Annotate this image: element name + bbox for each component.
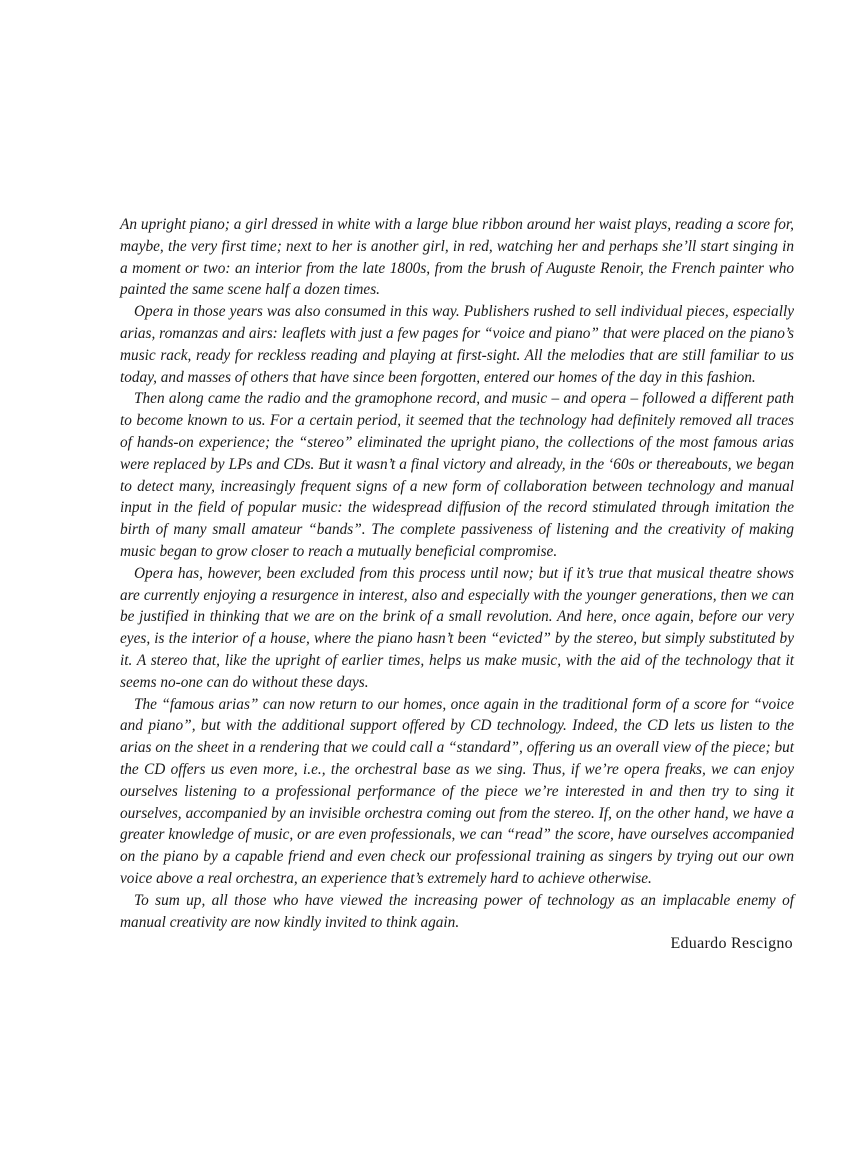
paragraph-renoir-intro: An upright piano; a girl dressed in white with a large blue ribbon around her waist plays, reading a score for, maybe, the very first time; next to her is another girl, in red, watching her and perhaps she’ll start singing in a moment or two: an interior from the late 1800s, from the brush of Auguste Renoir, the French painter who painted the same scene half a dozen times.: [120, 216, 794, 299]
article-body: [120, 214, 794, 955]
paragraph-opera-revolution: Opera has, however, been excluded from this process until now; but if it’s true that musical theatre shows are currently enjoying a resurgence in interest, also and especially with the younger generations, then we can be justified in thinking that we are on the brink of a small revolution. And here, once again, before our very eyes, is the interior of a house, where the piano hasn’t been “evicted” by the stereo, but simply substituted by it. A stereo that, like the upright of earlier times, helps us make music, with the aid of the technology that it seems no-one can do without these days.: [120, 564, 794, 691]
author-signature: Eduardo Rescigno: [670, 935, 793, 953]
paragraph-conclusion: To sum up, all those who have viewed the increasing power of technology as an implacable enemy of manual creativity are now kindly invited to think again.: [120, 891, 794, 931]
paragraph-radio-gramophone: Then along came the radio and the gramophone record, and music – and opera – followed a different path to become known to us. For a certain period, it seemed that the technology had definitely removed all traces of hands-on experience; the “stereo” eliminated the upright piano, the collections of the most famous arias were replaced by LPs and CDs. But it wasn’t a final victory and already, in the ‘60s or thereabouts, we began to detect many, increasingly frequent signs of a new form of collaboration between technology and manual input in the field of popular music: the widespread diffusion of the record stimulated through imitation the birth of many small amateur “bands”. The complete passiveness of listening and the creativity of making music began to grow closer to reach a mutually beneficial compromise.: [120, 390, 794, 560]
paragraph-famous-arias: The “famous arias” can now return to our homes, once again in the traditional form of a score for “voice and piano”, but with the additional support offered by CD technology. Indeed, the CD lets us listen to the arias on the sheet in a rendering that we could call a “standard”, offering us an overall view of the piece; but the CD offers us even more, i.e., the orchestral base as we sing. Thus, if we’re opera freaks, we can enjoy ourselves listening to a professional performance of the piece we’re interested in and then try to sing it ourselves, accompanied by an invisible orchestra coming out from the stereo. If, on the other hand, we have a greater knowledge of music, or are even professionals, we can “read” the score, have ourselves accompanied on the piano by a capable friend and even check our professional training as singers by trying out our own voice above a real orchestra, an experience that’s extremely hard to achieve otherwise.: [120, 695, 794, 887]
paragraph-opera-publishing: Opera in those years was also consumed in this way. Publishers rushed to sell individual pieces, especially arias, romanzas and airs: leaflets with just a few pages for “voice and piano” that were placed on the piano’s music rack, ready for reckless reading and playing at first-sight. All the melodies that are still familiar to us today, and masses of others that have since been forgotten, entered our homes of the day in this fashion.: [120, 303, 794, 386]
